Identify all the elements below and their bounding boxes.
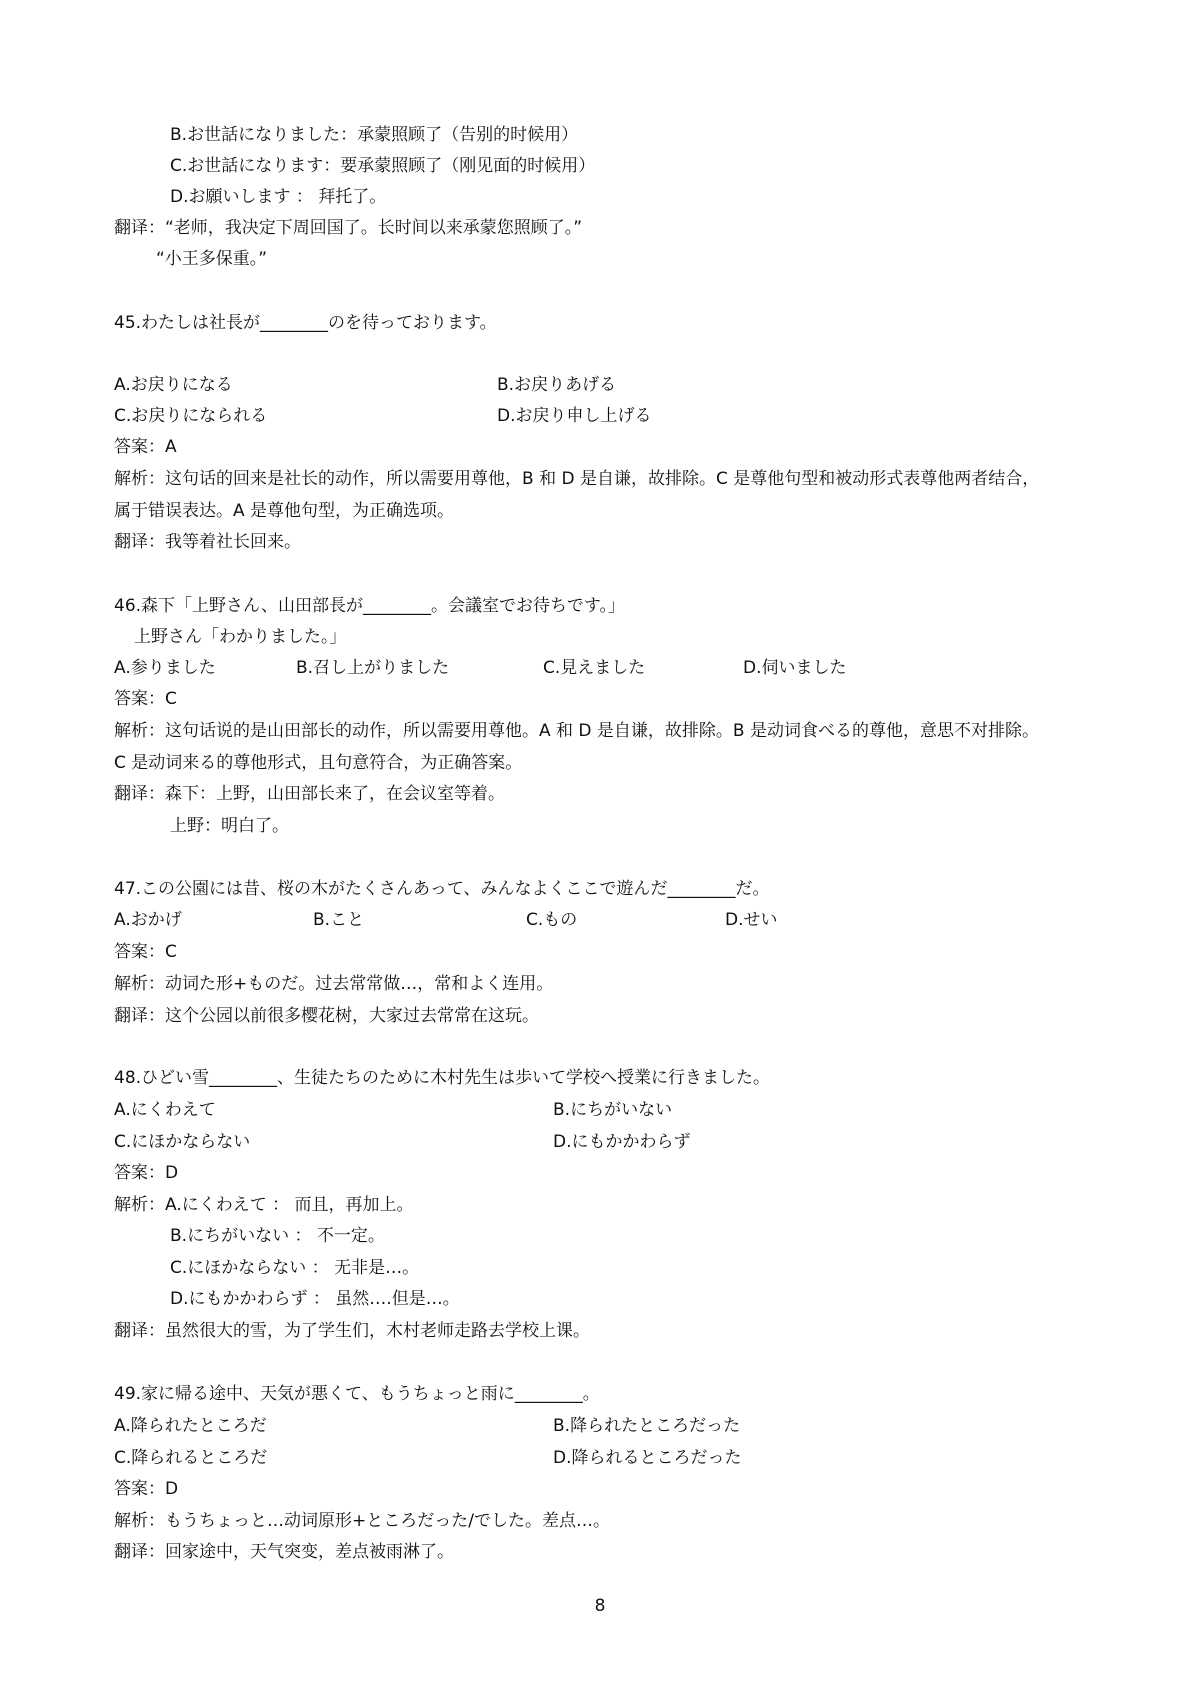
q46-option-d: D.伺いました (743, 658, 847, 678)
q44-option-d: D.お願いします ： 拜托了。 (170, 187, 387, 207)
q48-analysis-line-4: D.にもかかわらず ： 虽然….但是…。 (170, 1289, 460, 1309)
q49-option-a: A.降られたところだ (114, 1416, 267, 1436)
q44-translation-line-2: “小王多保重。” (156, 249, 268, 269)
q48-translation: 翻译：虽然很大的雪，为了学生们，木村老师走路去学校上课。 (114, 1321, 590, 1341)
q46-analysis-line-2: C 是动词来る的尊他形式，且句意符合，为正确答案。 (114, 753, 523, 773)
q45-question: 45.わたしは社長が________のを待っております。 (114, 313, 497, 333)
q45-option-b: B.お戻りあげる (497, 375, 617, 395)
q47-option-d: D.せい (725, 910, 778, 930)
q47-option-a: A.おかげ (114, 910, 182, 930)
q49-option-c: C.降られるところだ (114, 1448, 268, 1468)
q46-analysis-line-1: 解析：这句话说的是山田部长的动作，所以需要用尊他。A 和 D 是自谦，故排除。B 是动词食べる的尊他，意思不对排除。 (114, 721, 1039, 741)
q47-option-c: C.もの (526, 910, 578, 930)
q46-answer: 答案：C (114, 689, 177, 709)
q47-answer: 答案：C (114, 942, 177, 962)
q47-analysis: 解析：动词た形+ものだ。过去常常做…，常和よく连用。 (114, 974, 554, 994)
q48-analysis-line-3: C.にほかならない ： 无非是…。 (170, 1258, 420, 1278)
q48-analysis-line-1: 解析：A.にくわえて ： 而且，再加上。 (114, 1195, 414, 1215)
q48-option-b: B.にちがいない (553, 1100, 673, 1120)
q45-option-a: A.お戻りになる (114, 375, 233, 395)
q44-translation-line-1: 翻译：“老师，我决定下周回国了。长时间以来承蒙您照顾了。” (114, 218, 583, 238)
q45-analysis-line-1: 解析：这句话的回来是社长的动作，所以需要用尊他，B 和 D 是自谦，故排除。C 是尊他句型和被动形式表尊他两者结合， (114, 469, 1040, 489)
q47-option-b: B.こと (313, 910, 365, 930)
q46-option-a: A.参りました (114, 658, 216, 678)
q49-translation: 翻译：回家途中，天气突变，差点被雨淋了。 (114, 1542, 454, 1562)
q46-translation-line-1: 翻译：森下：上野，山田部长来了，在会议室等着。 (114, 784, 505, 804)
q44-option-b: B.お世話になりました：承蒙照顾了（告别的时候用） (170, 125, 579, 145)
q48-option-a: A.にくわえて (114, 1100, 216, 1120)
q46-option-c: C.見えました (543, 658, 646, 678)
q48-analysis-line-2: B.にちがいない ： 不一定。 (170, 1226, 385, 1246)
q46-question-line-2: 上野さん「わかりました。」 (134, 627, 347, 647)
q48-question: 48.ひどい雪________、生徒たちのために木村先生は歩いて学校へ授業に行きました。 (114, 1068, 771, 1088)
q48-option-c: C.にほかならない (114, 1132, 251, 1152)
q49-option-d: D.降られるところだった (553, 1448, 742, 1468)
q47-question: 47.この公園には昔、桜の木がたくさんあって、みんなよくここで遊んだ________だ。 (114, 879, 770, 899)
q46-option-b: B.召し上がりました (296, 658, 450, 678)
q45-translation: 翻译：我等着社长回来。 (114, 532, 301, 552)
q45-answer: 答案：A (114, 437, 177, 457)
q45-analysis-line-2: 属于错误表达。A 是尊他句型，为正确选项。 (114, 501, 455, 521)
q47-translation: 翻译：这个公园以前很多樱花树，大家过去常常在这玩。 (114, 1006, 539, 1026)
q49-answer: 答案：D (114, 1479, 179, 1499)
q48-option-d: D.にもかかわらず (553, 1132, 691, 1152)
q44-option-c: C.お世話になります：要承蒙照顾了（刚见面的时候用） (170, 156, 596, 176)
q45-option-d: D.お戻り申し上げる (497, 406, 652, 426)
q46-question-line-1: 46.森下「上野さん、山田部長が________。会議室でお待ちです。」 (114, 596, 626, 616)
page-number: 8 (594, 1596, 606, 1616)
q46-translation-line-2: 上野：明白了。 (170, 816, 289, 836)
q45-option-c: C.お戻りになられる (114, 406, 268, 426)
q49-analysis: 解析：もうちょっと…动词原形+ところだった/でした。差点…。 (114, 1511, 610, 1531)
q49-option-b: B.降られたところだった (553, 1416, 741, 1436)
q49-question: 49.家に帰る途中、天気が悪くて、もうちょっと雨に________。 (114, 1384, 600, 1404)
q48-answer: 答案：D (114, 1163, 179, 1183)
